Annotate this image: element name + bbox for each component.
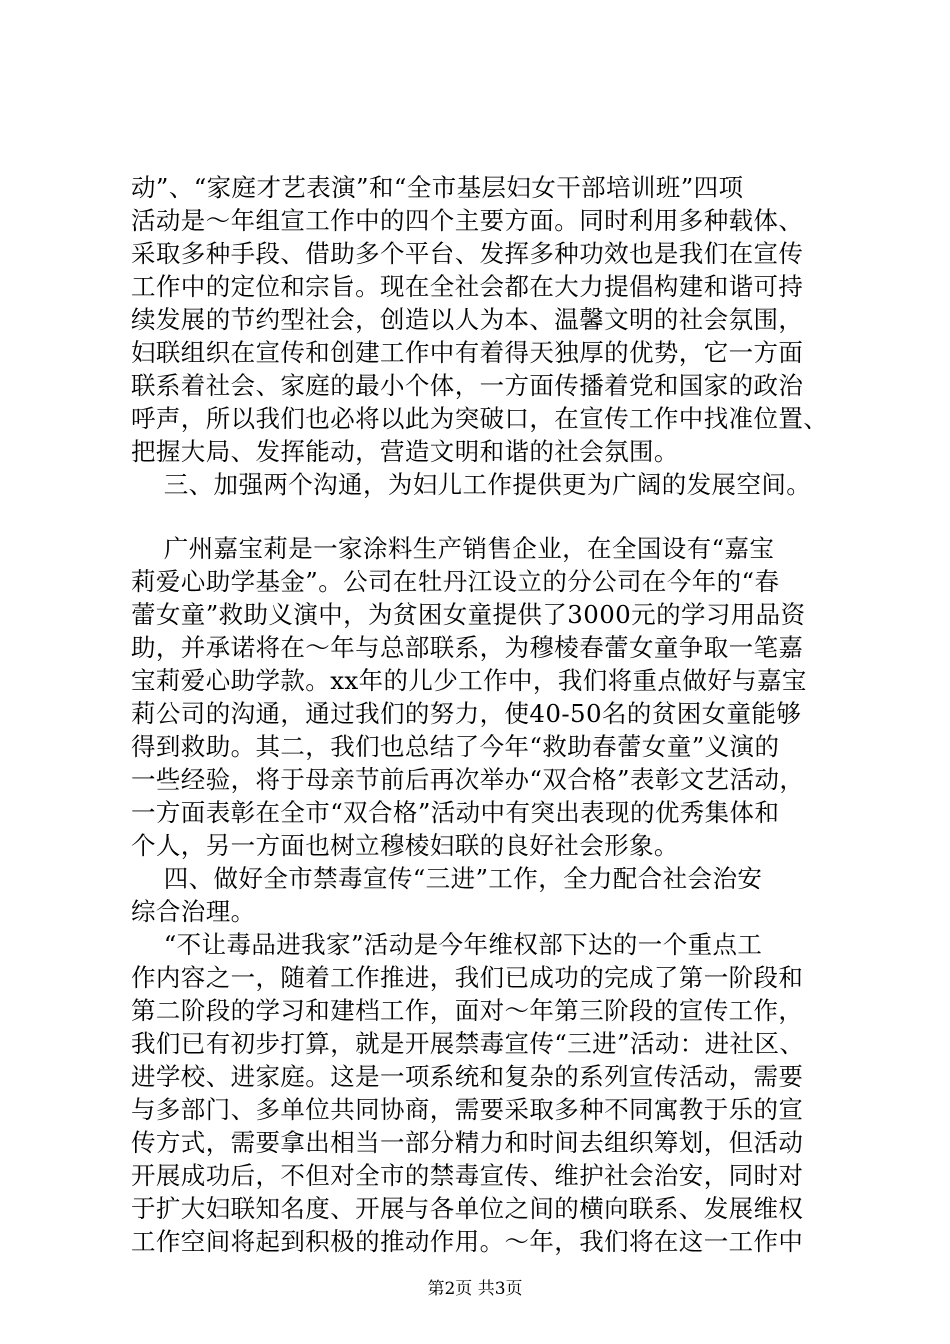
text-line: 进学校、进家庭。这是一项系统和复杂的系列宣传活动，需要: [131, 1062, 804, 1091]
text-line: 采取多种手段、借助多个平台、发挥多种功效也是我们在宣传: [131, 239, 804, 268]
page-footer: 第2页 共3页: [427, 1279, 523, 1299]
text-line: 莉公司的沟通，通过我们的努力，使40-50名的贫困女童能够: [131, 699, 802, 728]
section-heading: 三、加强两个沟通，为妇儿工作提供更为广阔的发展空间。: [131, 470, 812, 499]
text-line: 呼声，所以我们也必将以此为突破口，在宣传工作中找准位置、: [131, 404, 829, 433]
text-line: 传方式，需要拿出相当一部分精力和时间去组织筹划，但活动: [131, 1128, 804, 1157]
text-line: 开展成功后，不但对全市的禁毒宣传、维护社会治安，同时对: [131, 1161, 804, 1190]
text-line: 妇联组织在宣传和创建工作中有着得天独厚的优势，它一方面: [131, 338, 804, 367]
text-line: 广州嘉宝莉是一家涂料生产销售企业，在全国设有“嘉宝: [131, 534, 775, 563]
text-line: 个人，另一方面也树立穆棱妇联的良好社会形象。: [131, 831, 679, 860]
text-line: 于扩大妇联知名度、开展与各单位之间的横向联系、发展维权: [131, 1194, 804, 1223]
text-line: 动”、“家庭才艺表演”和“全市基层妇女干部培训班”四项: [131, 173, 744, 202]
text-line: 一些经验，将于母亲节前后再次举办“双合格”表彰文艺活动，: [131, 765, 805, 794]
text-line: 第二阶段的学习和建档工作，面对～年第三阶段的宣传工作，: [131, 996, 804, 1025]
text-line: 助，并承诺将在～年与总部联系，为穆棱春蕾女童争取一笔嘉: [131, 633, 804, 662]
text-line: 联系着社会、家庭的最小个体，一方面传播着党和国家的政治: [131, 371, 804, 400]
text-line: “不让毒品进我家”活动是今年维权部下达的一个重点工: [131, 930, 763, 959]
text-line: 我们已有初步打算，就是开展禁毒宣传“三进”活动：进社区、: [131, 1029, 805, 1058]
text-line: 把握大局、发挥能动，营造文明和谐的社会氛围。: [131, 437, 679, 466]
text-line: 宝莉爱心助学款。xx年的儿少工作中，我们将重点做好与嘉宝: [131, 666, 807, 695]
section-heading: 四、做好全市禁毒宣传“三进”工作，全力配合社会治安: [131, 864, 763, 893]
text-line: 工作空间将起到积极的推动作用。～年，我们将在这一工作中: [131, 1227, 804, 1256]
text-line: 莉爱心助学基金”。公司在牡丹江设立的分公司在今年的“春: [131, 567, 780, 596]
text-line: 蕾女童”救助义演中，为贫困女童提供了3000元的学习用品资: [131, 600, 806, 629]
text-line: 得到救助。其二，我们也总结了今年“救助春蕾女童”义演的: [131, 732, 780, 761]
text-line: 工作中的定位和宗旨。现在全社会都在大力提倡构建和谐可持: [131, 272, 804, 301]
text-line: 一方面表彰在全市“双合格”活动中有突出表现的优秀集体和: [131, 798, 780, 827]
text-line: 作内容之一，随着工作推进，我们已成功的完成了第一阶段和: [131, 963, 804, 992]
text-line: 与多部门、多单位共同协商，需要采取多种不同寓教于乐的宣: [131, 1095, 804, 1124]
text-line: 续发展的节约型社会，创造以人为本、温馨文明的社会氛围，: [131, 305, 804, 334]
text-line: 活动是～年组宣工作中的四个主要方面。同时利用多种载体、: [131, 206, 804, 235]
section-heading: 综合治理。: [131, 897, 256, 926]
